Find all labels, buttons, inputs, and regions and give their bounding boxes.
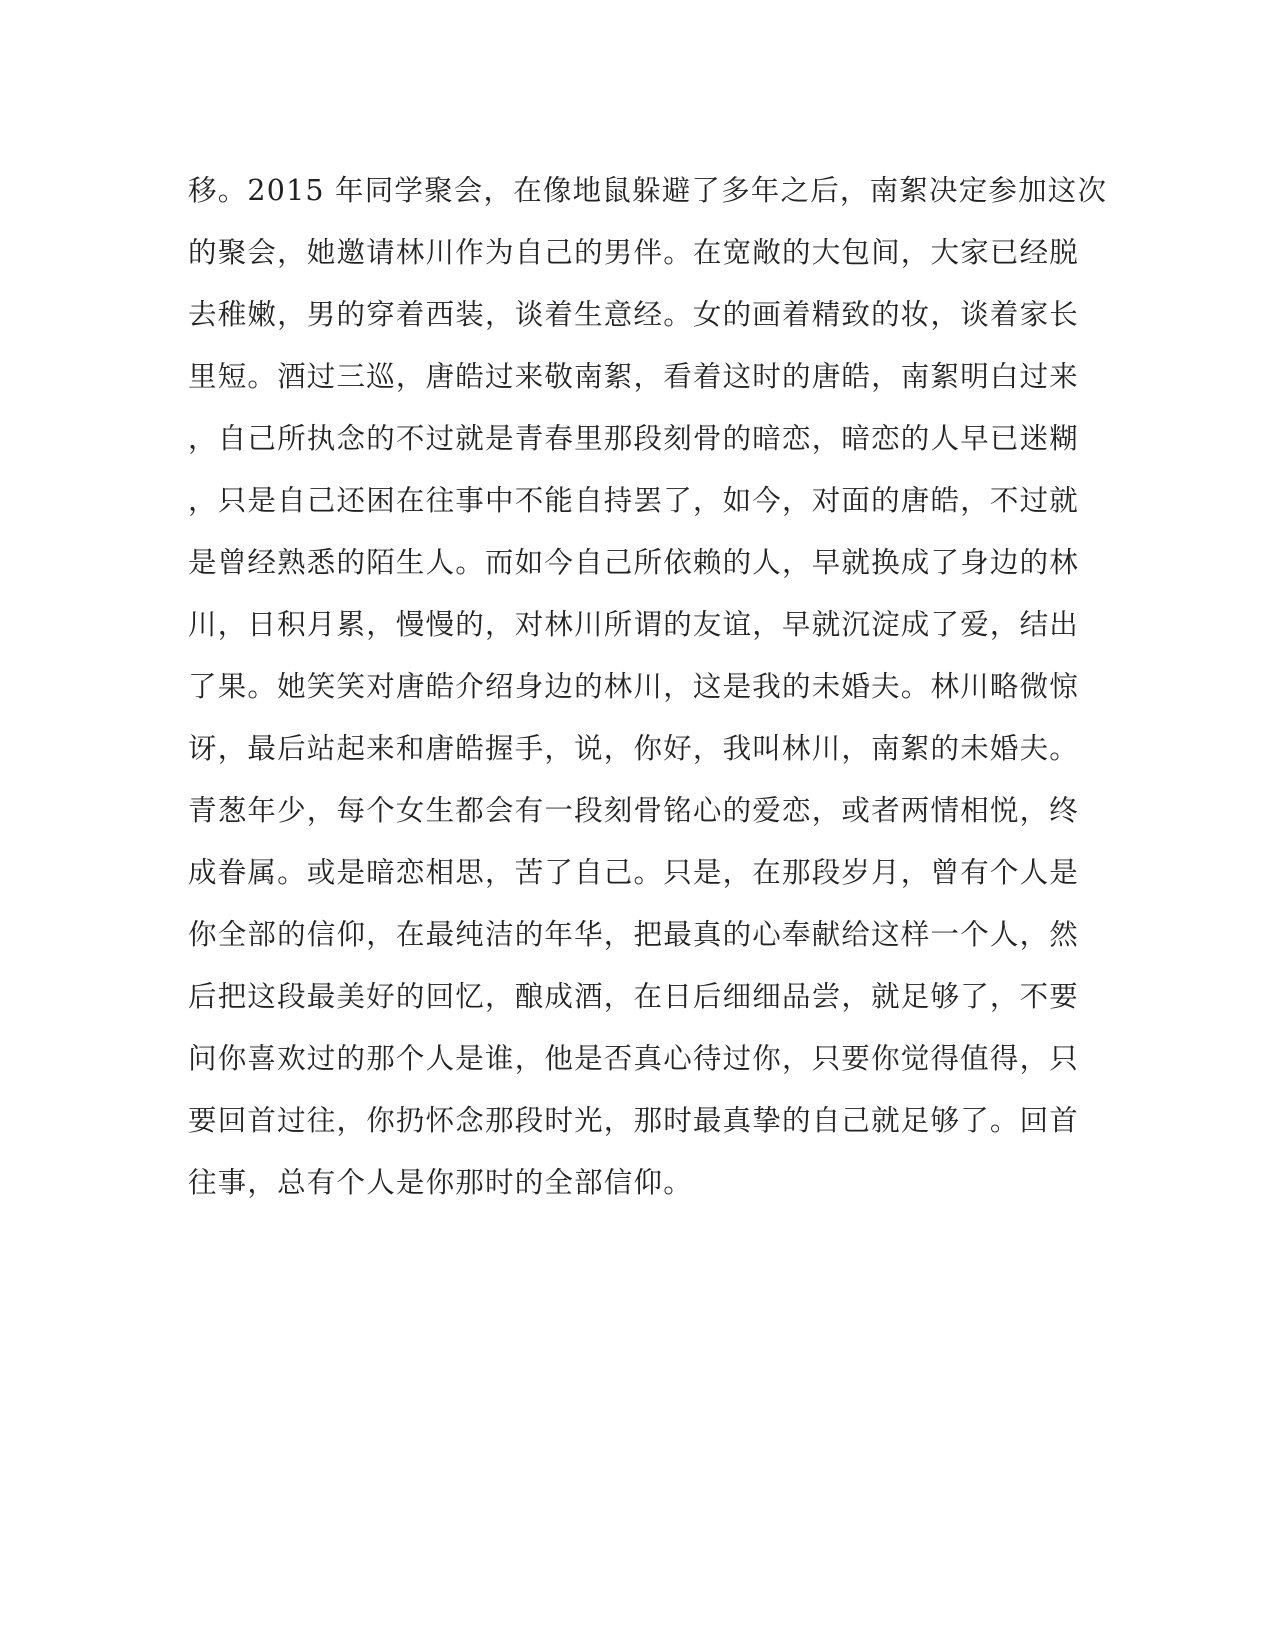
text-line: 川，日积月累，慢慢的，对林川所谓的友谊，早就沉淀成了爱，结出	[188, 608, 1080, 641]
text-line: 是曾经熟悉的陌生人。而如今自己所依赖的人，早就换成了身边的林	[188, 546, 1080, 579]
text-line: 问你喜欢过的那个人是谁，他是否真心待过你，只要你觉得值得，只	[188, 1042, 1080, 1075]
text-line: ，自己所执念的不过就是青春里那段刻骨的暗恋，暗恋的人早已迷糊	[188, 422, 1080, 455]
text-line: 你全部的信仰，在最纯洁的年华，把最真的心奉献给这样一个人，然	[188, 918, 1080, 951]
text-line: 讶，最后站起来和唐皓握手，说，你好，我叫林川，南絮的未婚夫。	[188, 732, 1080, 765]
text-line: 里短。酒过三巡，唐皓过来敬南絮，看着这时的唐皓，南絮明白过来	[188, 360, 1080, 393]
text-line: 移。2015 年同学聚会，在像地鼠躲避了多年之后，南絮决定参加这次	[188, 174, 1108, 207]
text-line: 成眷属。或是暗恋相思，苦了自己。只是，在那段岁月，曾有个人是	[188, 856, 1080, 889]
text-line: 的聚会，她邀请林川作为自己的男伴。在宽敞的大包间，大家已经脱	[188, 236, 1080, 269]
text-line: 青葱年少，每个女生都会有一段刻骨铭心的爱恋，或者两情相悦，终	[188, 794, 1080, 827]
text-line: 要回首过往，你扔怀念那段时光，那时最真挚的自己就足够了。回首	[188, 1104, 1080, 1137]
text-line: 去稚嫩，男的穿着西装，谈着生意经。女的画着精致的妆，谈着家长	[188, 298, 1080, 331]
text-line: 后把这段最美好的回忆，酿成酒，在日后细细品尝，就足够了，不要	[188, 980, 1080, 1013]
text-line: ，只是自己还困在往事中不能自持罢了，如今，对面的唐皓，不过就	[188, 484, 1080, 517]
text-line: 往事，总有个人是你那时的全部信仰。	[188, 1166, 693, 1199]
body-text	[188, 160, 1108, 1214]
text-line: 了果。她笑笑对唐皓介绍身边的林川，这是我的未婚夫。林川略微惊	[188, 670, 1080, 703]
